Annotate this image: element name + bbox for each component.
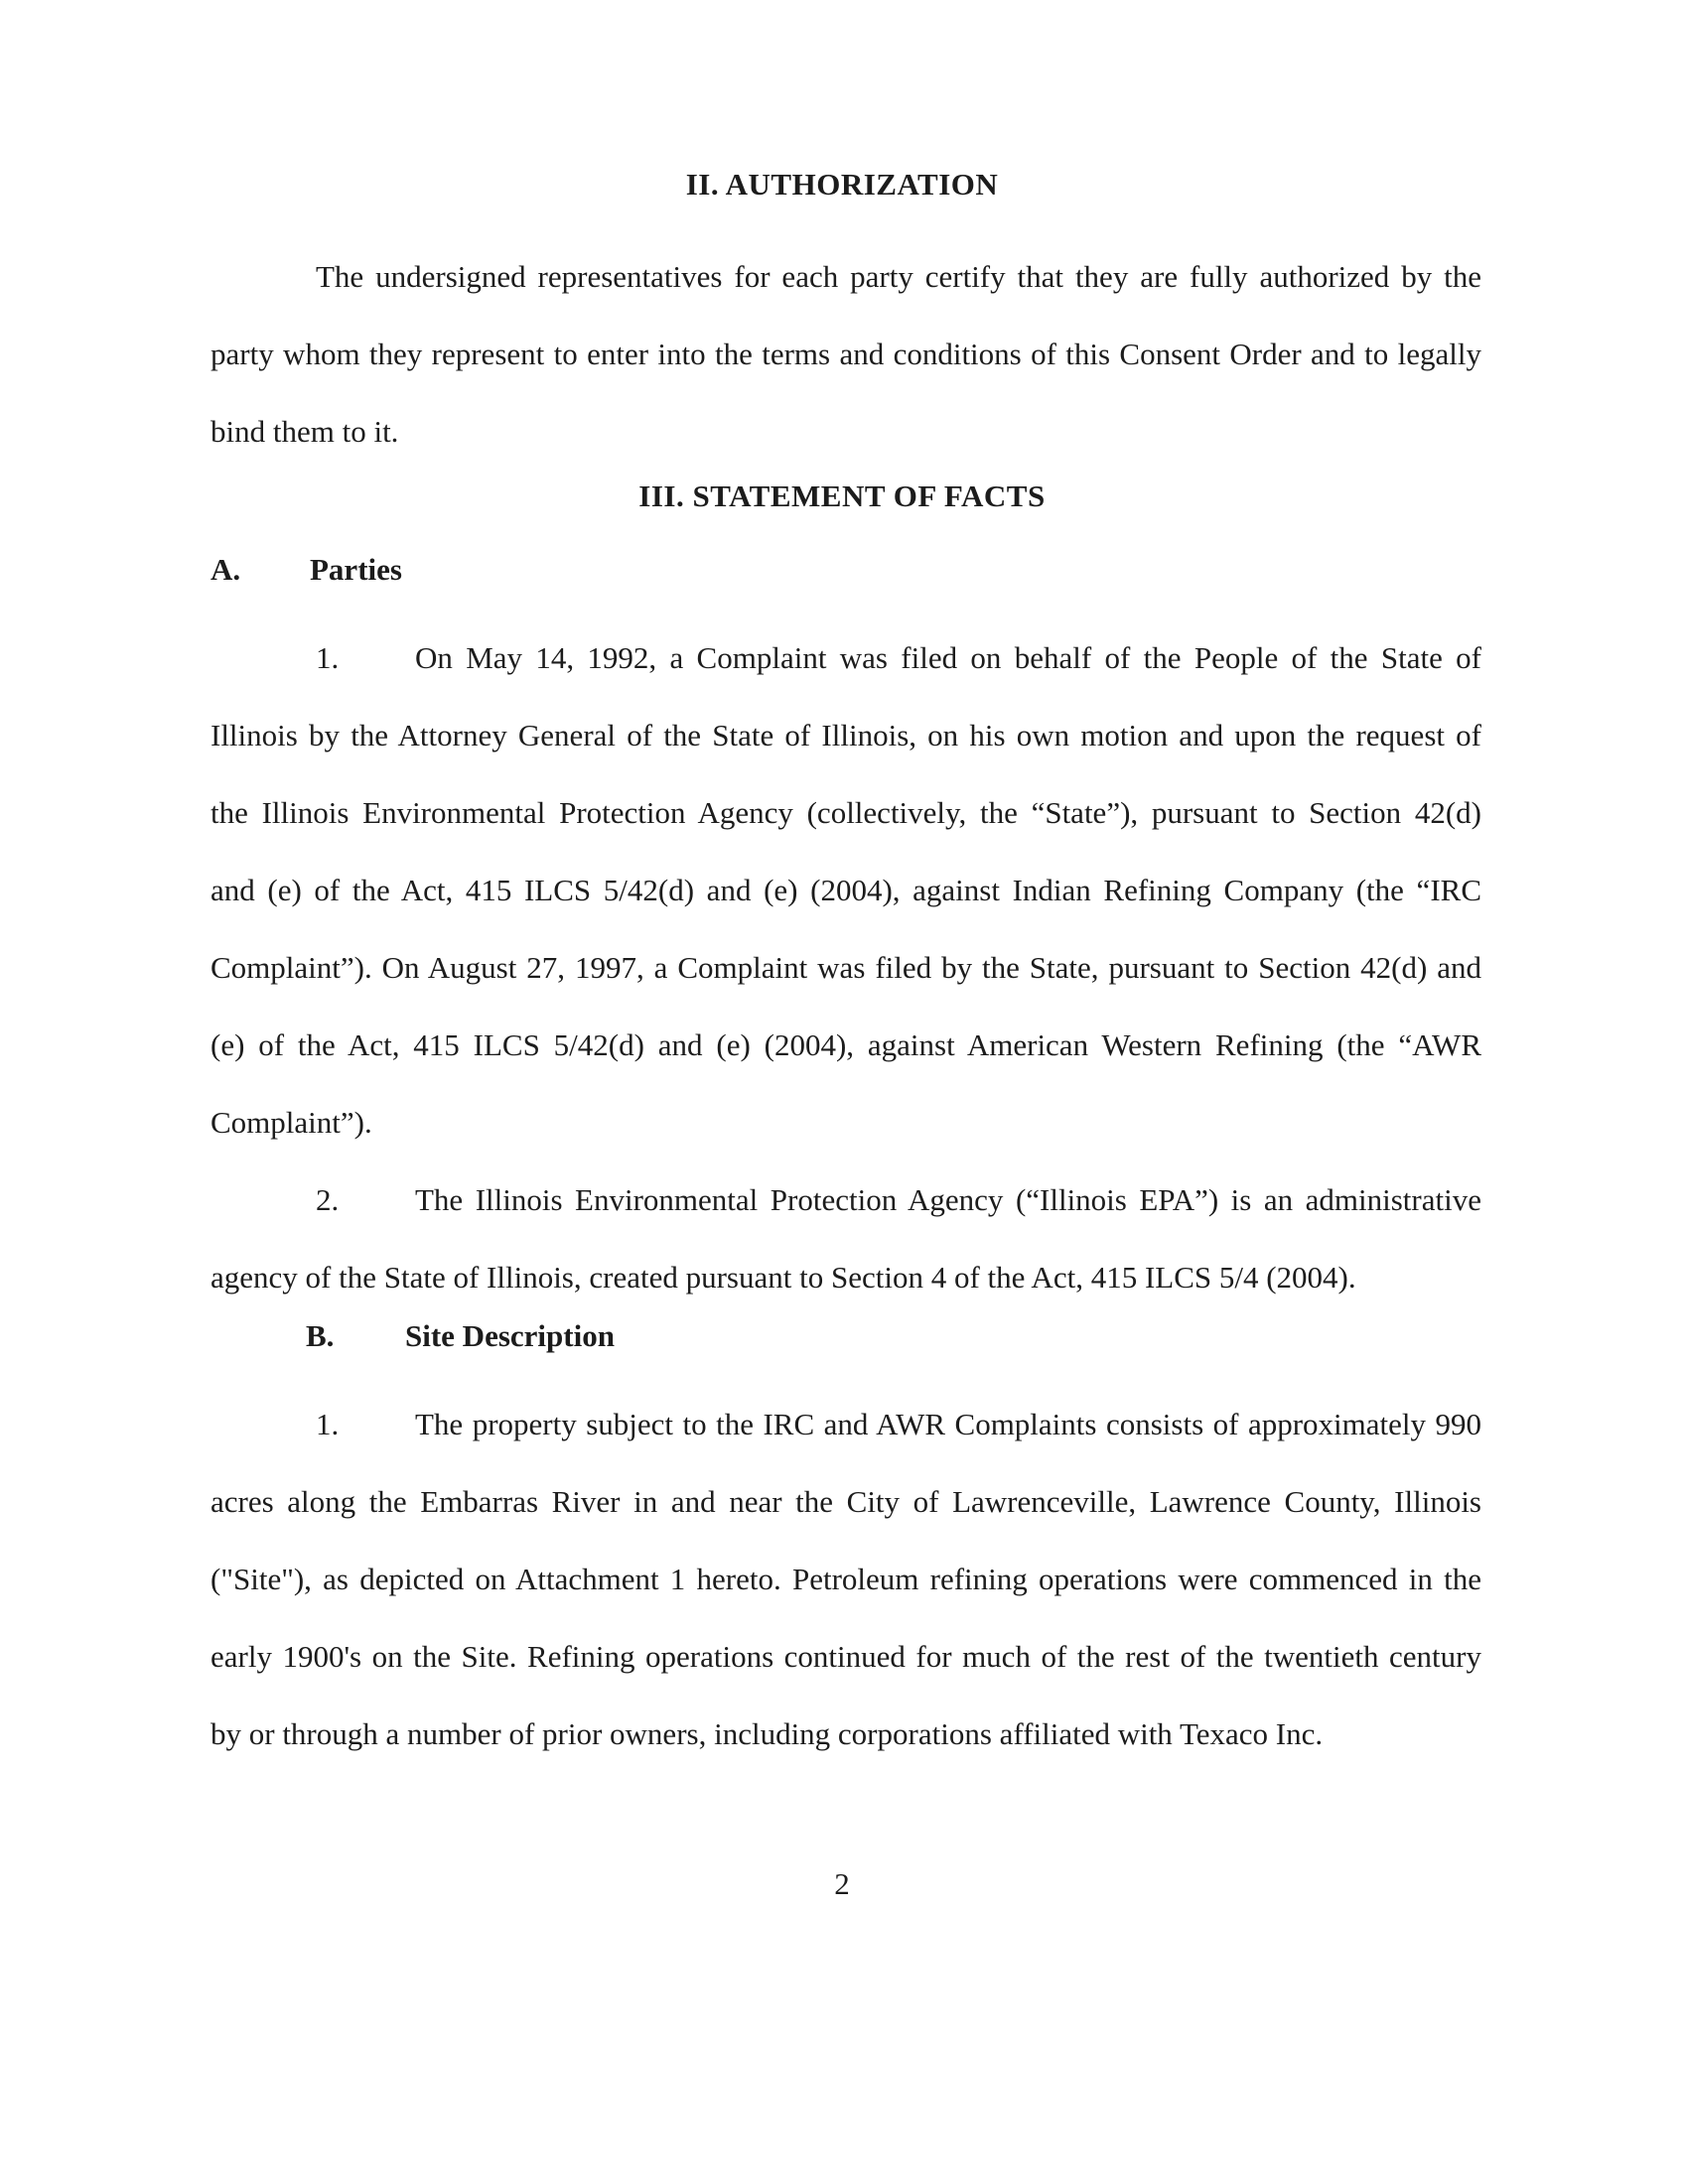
parties-p1-number: 1. (316, 640, 340, 675)
site-subheading (306, 1318, 615, 1354)
parties-p1-line-6: (e) of the Act, 415 ILCS 5/42(d) and (e) (2004), against American Western Refining (the “AWR (210, 1027, 1481, 1062)
parties-p1-line-1 (210, 619, 1481, 697)
parties-p2-number: 2. (316, 1182, 340, 1217)
parties-p2-line-1-text: The Illinois Environmental Protection Agency (“Illinois EPA”) is an administrative (415, 1182, 1481, 1217)
authorization-line-3: bind them to it. (210, 414, 399, 449)
authorization-line-2: party whom they represent to enter into the terms and conditions of this Consent Order and to legally (210, 337, 1481, 371)
parties-paragraph-1 (210, 619, 1481, 1161)
parties-p2-line-1 (210, 1161, 1481, 1239)
site-p1-line-3: ("Site"), as depicted on Attachment 1 hereto. Petroleum refining operations were commenced in the (210, 1562, 1481, 1596)
parties-p1-line-2: Illinois by the Attorney General of the State of Illinois, on his own motion and upon the request of (210, 718, 1481, 752)
parties-title: Parties (310, 552, 402, 587)
site-title: Site Description (405, 1318, 615, 1353)
parties-p1-line-5: Complaint”). On August 27, 1997, a Complaint was filed by the State, pursuant to Section 42(d) and (210, 950, 1481, 985)
site-p1-line-4: early 1900's on the Site. Refining operations continued for much of the rest of the twentieth century (210, 1639, 1481, 1674)
site-p1-line-5: by or through a number of prior owners, including corporations affiliated with Texaco Inc. (210, 1716, 1324, 1751)
site-letter: B. (306, 1318, 335, 1353)
parties-letter: A. (210, 552, 241, 587)
authorization-paragraph (210, 238, 1481, 471)
parties-subheading (210, 552, 402, 588)
authorization-line-1: The undersigned representatives for each party certify that they are fully authorized by the (316, 259, 1481, 294)
parties-p2-line-2: agency of the State of Illinois, created pursuant to Section 4 of the Act, 415 ILCS 5/4 (2004). (210, 1260, 1356, 1295)
site-p1-number: 1. (316, 1407, 340, 1441)
facts-heading: III. STATEMENT OF FACTS (638, 478, 1046, 513)
parties-p1-line-1-text: On May 14, 1992, a Complaint was filed on behalf of the People of the State of (415, 640, 1481, 675)
site-p1-line-2: acres along the Embarras River in and near the City of Lawrenceville, Lawrence County, Illinois (210, 1484, 1481, 1519)
parties-paragraph-2 (210, 1161, 1481, 1316)
site-paragraph-1 (210, 1386, 1481, 1773)
parties-p1-line-4: and (e) of the Act, 415 ILCS 5/42(d) and (e) (2004), against Indian Refining Company (the “IRC (210, 873, 1481, 907)
site-p1-line-1 (210, 1386, 1481, 1463)
authorization-heading: II. AUTHORIZATION (685, 167, 999, 202)
page-number: 2 (834, 1866, 850, 1901)
parties-p1-line-7: Complaint”). (210, 1105, 372, 1140)
parties-p1-line-3: the Illinois Environmental Protection Agency (collectively, the “State”), pursuant to Section 42(d) (210, 795, 1481, 830)
site-p1-line-1-text: The property subject to the IRC and AWR Complaints consists of approximately 990 (415, 1407, 1481, 1441)
